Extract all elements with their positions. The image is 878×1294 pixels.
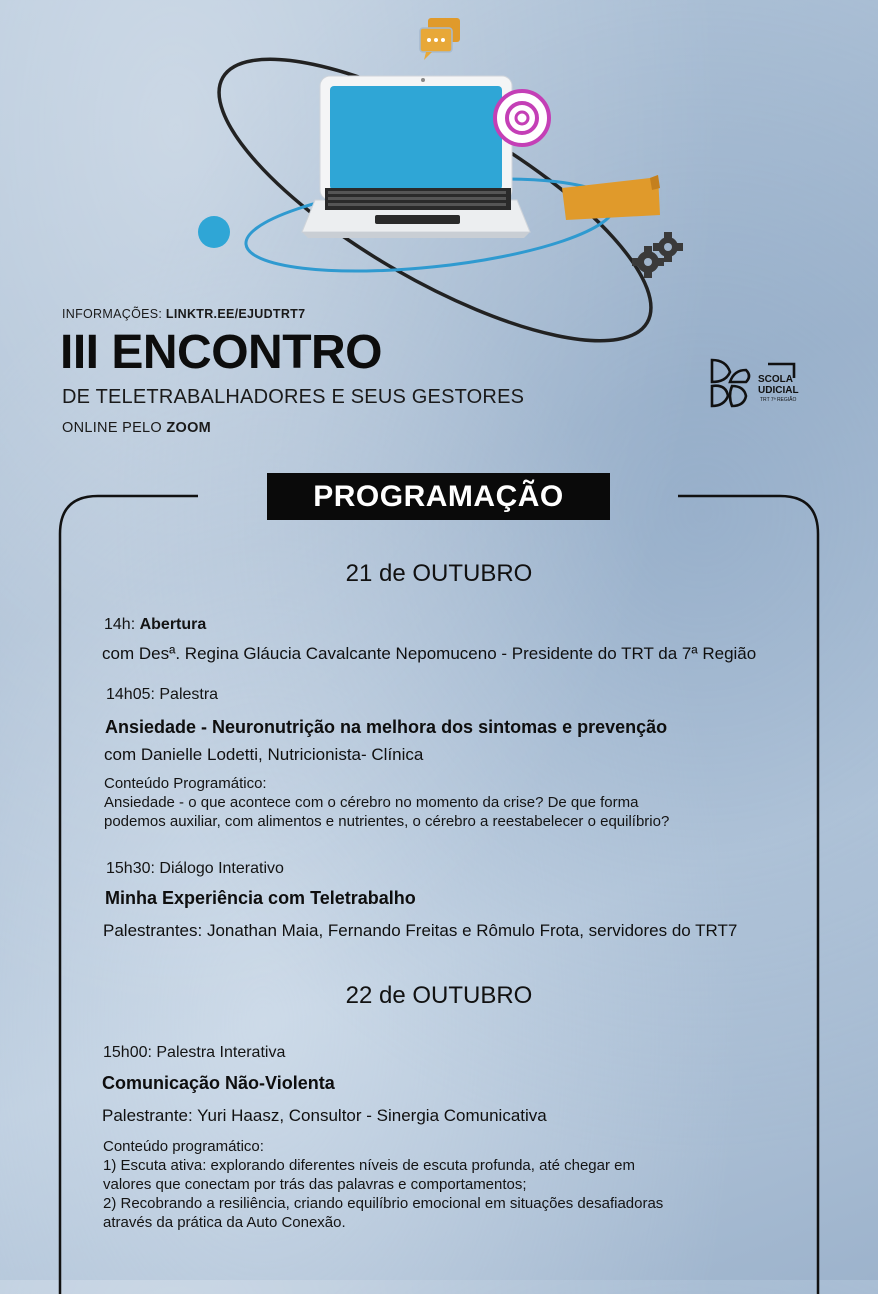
day1-item3-speakers: Palestrantes: Jonathan Maia, Fernando Freitas e Rômulo Frota, servidores do TRT7 xyxy=(103,921,738,940)
day1-item1-with: com Desª. Regina Gláucia Cavalcante Nepomuceno - Presidente do TRT da 7ª Região xyxy=(102,644,757,663)
online-line xyxy=(62,420,211,436)
logo-line2: UDICIAL xyxy=(758,385,799,396)
event-subtitle: DE TELETRABALHADORES E SEUS GESTORES xyxy=(62,386,525,408)
programacao-header: PROGRAMAÇÃO xyxy=(267,473,610,520)
day1-item2-content-label: Conteúdo Programático: xyxy=(104,775,267,792)
chat-bubbles-icon xyxy=(420,18,460,60)
day1-item1-title: Abertura xyxy=(139,616,207,633)
day1-date: 21 de OUTUBRO xyxy=(345,560,533,587)
orange-shape xyxy=(562,175,660,220)
day1-item2-time: 14h05: Palestra xyxy=(106,686,219,703)
info-link[interactable]: LINKTR.EE/EJUDTRT7 xyxy=(165,307,306,321)
laptop-icon xyxy=(302,76,530,238)
day2-item1-content-line2: valores que conectam por trás das palavras e comportamentos; xyxy=(103,1176,527,1193)
day2-item1-speaker: Palestrante: Yuri Haasz, Consultor - Sinergia Comunicativa xyxy=(102,1106,547,1125)
day1-item2-content xyxy=(104,774,669,831)
day1-item2-content-line2: podemos auxiliar, com alimentos e nutrientes, o cérebro a reestabelecer o equilíbrio? xyxy=(104,813,670,830)
logo-line3: TRT 7ª REGIÃO xyxy=(760,397,797,403)
day2-item1-content-line3: 2) Recobrando a resiliência, criando equilíbrio emocional em situações desafiadoras xyxy=(103,1195,664,1212)
day1-item1-time: 14h: xyxy=(104,616,136,633)
day2-item1-time: 15h00: Palestra Interativa xyxy=(103,1044,286,1061)
online-prefix: ONLINE PELO xyxy=(62,420,162,436)
day2-item1-content-line1: 1) Escuta ativa: explorando diferentes níveis de escuta profunda, até chegar em xyxy=(103,1157,635,1174)
info-line xyxy=(62,307,305,321)
day2-item1-title: Comunicação Não-Violenta xyxy=(102,1073,335,1093)
day2-item1-content-line4: através da prática da Auto Conexão. xyxy=(103,1214,346,1231)
day1-item2-with: com Danielle Lodetti, Nutricionista- Clínica xyxy=(104,745,424,764)
day2-date: 22 de OUTUBRO xyxy=(345,982,533,1009)
day1-item2-title: Ansiedade - Neuronutrição na melhora dos sintomas e prevenção xyxy=(105,717,668,737)
day1-item3-time: 15h30: Diálogo Interativo xyxy=(106,860,284,877)
online-platform: ZOOM xyxy=(166,420,212,436)
info-label: INFORMAÇÕES: xyxy=(62,307,163,321)
event-title: III ENCONTRO xyxy=(60,326,383,379)
day1-item3-title: Minha Experiência com Teletrabalho xyxy=(105,888,416,908)
day2-item1-content-label: Conteúdo programático: xyxy=(103,1138,264,1155)
day1-item2-content-line1: Ansiedade - o que acontece com o cérebro no momento da crise? De que forma xyxy=(104,794,639,811)
logo-line1: SCOLA xyxy=(758,374,793,385)
day2-item1-content xyxy=(103,1137,663,1232)
at-sign-icon xyxy=(495,91,549,145)
escola-judicial-logo xyxy=(706,356,802,410)
day1-item1-heading xyxy=(104,616,206,634)
blue-dot-icon xyxy=(198,216,230,248)
